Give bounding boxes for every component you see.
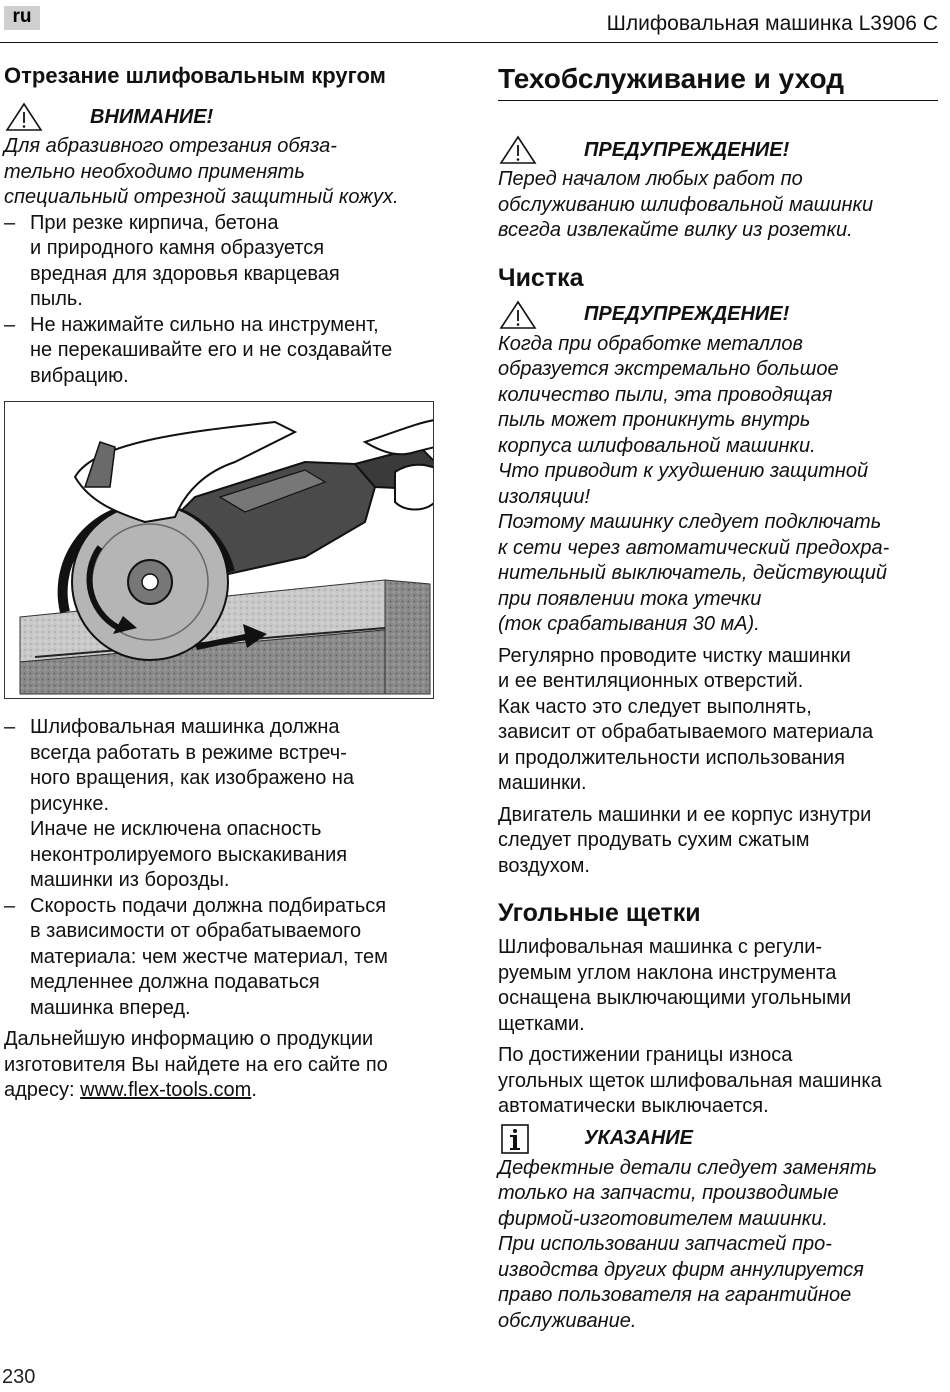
text-line: медленнее должна подаваться: [30, 971, 320, 993]
website-link[interactable]: www.flex-tools.com: [80, 1079, 252, 1101]
text-line: Дальнейшую информацию о продукции: [4, 1028, 374, 1050]
text-line: корпуса шлифовальной машинки.: [498, 434, 816, 457]
text-line: воздухом.: [498, 854, 590, 877]
text-line: Для абразивного отрезания обяза-: [4, 135, 337, 157]
text-line: образуется экстремально большое: [498, 358, 839, 380]
text-line: Скорость подачи должна подбираться: [30, 894, 387, 917]
list-item: [4, 894, 444, 1022]
text-line: изоляции!: [498, 485, 591, 508]
grinder-cutting-drawing: [5, 402, 434, 699]
text-line: и ее вентиляционных отверстий.: [498, 670, 804, 692]
text-line: Регулярно проводите чистку машинки: [498, 644, 851, 667]
text-line: фирмой-изготовителем машинки.: [498, 1207, 828, 1230]
right-column: [498, 62, 938, 1334]
text-line: машинки из борозды.: [30, 869, 230, 891]
page-number: 230: [2, 1366, 36, 1388]
text-line: пыль.: [30, 288, 83, 310]
text-line: зависит от обрабатываемого материала: [498, 721, 874, 743]
text-line: материала: чем жестче материал, тем: [30, 945, 388, 968]
text-line: в зависимости от обрабатываемого: [30, 920, 362, 942]
text-line: не перекашивайте его и не создавайте: [30, 339, 393, 361]
text-line: количество пыли, эта проводящая: [498, 383, 833, 406]
text-line: обслуживанию шлифовальной машинки: [498, 193, 874, 216]
text-line: машинка вперед.: [30, 996, 191, 1019]
text-line: тельно необходимо применять: [4, 160, 305, 183]
text-line: и природного камня образуется: [30, 237, 325, 259]
text-line: пыль может проникнуть внутрь: [498, 409, 811, 431]
note-label: УКАЗАНИЕ: [584, 1127, 693, 1149]
document-title: Шлифовальная машинка L3906 C: [606, 12, 938, 35]
dash-marker: –: [4, 313, 16, 336]
more-info-paragraph: [4, 1027, 444, 1104]
safety-bullet-list: [4, 211, 444, 390]
text-line: [4, 1078, 444, 1104]
cleaning-paragraph: [498, 644, 938, 797]
text-line: (ток срабатывания 30 мА).: [498, 613, 760, 635]
text-line: Иначе не исключена опасность: [30, 818, 322, 840]
text-line: Перед началом любых работ по: [498, 168, 803, 190]
text-line: Поэтому машинку следует подключать: [498, 511, 882, 533]
text-line: к сети через автоматический предохра-: [498, 536, 890, 559]
text-line: и продолжительности использования: [498, 746, 845, 769]
warning-label: ПРЕДУПРЕЖДЕНИЕ!: [584, 303, 790, 325]
text-line: По достижении границы износа: [498, 1044, 793, 1066]
text-line: Двигатель машинки и ее корпус изнутри: [498, 803, 872, 826]
text-line: При резке кирпича, бетона: [30, 211, 279, 234]
text-line: Шлифовальная машинка должна: [30, 716, 340, 738]
warning-header: [498, 135, 938, 165]
text-line: только на запчасти, производимые: [498, 1182, 839, 1204]
warning-triangle-icon: [498, 135, 538, 165]
warning-text: [498, 167, 938, 244]
text-line: Когда при обработке металлов: [498, 332, 803, 355]
text-line: вибрацию.: [30, 364, 129, 387]
text-line: следует продувать сухим сжатым: [498, 829, 810, 851]
text-line: ного вращения, как изображено на: [30, 767, 355, 789]
warning-label: ВНИМАНИЕ!: [90, 105, 214, 128]
text-line: щетками.: [498, 1012, 585, 1035]
text-line: При использовании запчастей про-: [498, 1233, 832, 1255]
note-header: [498, 1124, 938, 1154]
text-line: обслуживание.: [498, 1309, 637, 1332]
text-line: оснащена выключающими угольными: [498, 987, 852, 1009]
text-line: автоматически выключается.: [498, 1095, 769, 1117]
dash-marker: –: [4, 894, 16, 917]
list-item: [4, 313, 444, 390]
text-line: изводства других фирм аннулируется: [498, 1258, 864, 1281]
warning-text: [498, 332, 938, 638]
note-text: [498, 1156, 938, 1335]
operation-bullet-list: [4, 715, 444, 1021]
text-line: Что приводит к ухудшению защитной: [498, 460, 869, 482]
brushes-paragraph: [498, 935, 938, 1037]
list-item: [4, 211, 444, 313]
link-prefix: адресу:: [4, 1079, 81, 1101]
text-line: при появлении тока утечки: [498, 587, 762, 610]
text-line: руемым углом наклона инструмента: [498, 961, 837, 984]
text-line: Не нажимайте сильно на инструмент,: [30, 313, 379, 336]
text-line: всегда работать в режиме встреч-: [30, 741, 347, 764]
warning-label: ПРЕДУПРЕЖДЕНИЕ!: [584, 138, 790, 161]
list-item: [4, 715, 444, 894]
warning-header: [4, 102, 444, 132]
text-line: специальный отрезной защитный кожух.: [4, 186, 399, 208]
text-line: изготовителя Вы найдете на его сайте по: [4, 1053, 388, 1076]
dash-marker: –: [4, 211, 16, 234]
brushes-paragraph: [498, 1043, 938, 1120]
text-line: всегда извлекайте вилку из розетки.: [498, 219, 853, 241]
cleaning-heading: Чистка: [498, 263, 584, 292]
text-line: нительный выключатель, действующий: [498, 562, 888, 584]
warning-triangle-icon: [498, 300, 538, 330]
language-badge: ru: [4, 6, 40, 30]
text-line: право пользователя на гарантийное: [498, 1284, 852, 1306]
text-line: Дефектные детали следует заменять: [498, 1156, 878, 1179]
maintenance-heading: Техобслуживание и уход: [498, 62, 938, 101]
warning-header: [498, 300, 938, 330]
left-column: [4, 62, 444, 1104]
link-suffix: .: [251, 1079, 257, 1101]
text-line: Как часто это следует выполнять,: [498, 695, 812, 718]
dash-marker: –: [4, 716, 16, 738]
cleaning-paragraph: [498, 803, 938, 880]
header-rule: [0, 42, 938, 43]
text-line: угольных щеток шлифовальная машинка: [498, 1069, 882, 1092]
info-icon: [498, 1124, 538, 1154]
brushes-heading: Угольные щетки: [498, 899, 701, 927]
cutting-illustration: [4, 401, 434, 699]
text-line: вредная для здоровья кварцевая: [30, 262, 340, 285]
text-line: рисунке.: [30, 792, 109, 815]
text-line: неконтролируемого выскакивания: [30, 843, 348, 866]
text-line: Шлифовальная машинка с регули-: [498, 936, 823, 958]
warning-text: [4, 134, 444, 211]
text-line: машинки.: [498, 772, 587, 794]
warning-triangle-icon: [4, 102, 44, 132]
section-heading-cutting: Отрезание шлифовальным кругом: [4, 63, 386, 88]
